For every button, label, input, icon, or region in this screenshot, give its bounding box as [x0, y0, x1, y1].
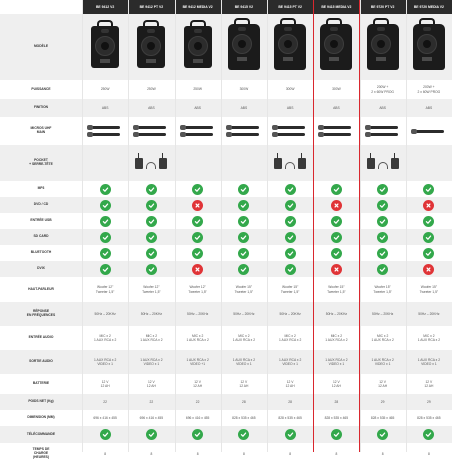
table-cell: 8	[150, 451, 153, 456]
table-cell	[175, 145, 221, 181]
column-separator	[360, 0, 361, 452]
speaker-image	[367, 24, 399, 70]
check-icon	[285, 248, 296, 259]
table-cell: 1 AUX RCA x 2 VIDEO x 1	[93, 357, 117, 366]
table-cell	[267, 197, 313, 213]
table-cell	[221, 117, 267, 145]
check-icon	[238, 200, 249, 211]
table-cell: 50Hz – 20KHz	[418, 311, 440, 316]
table-cell	[221, 14, 267, 80]
row-label: TÉLÉCOMMANDE	[26, 431, 56, 436]
table-cell	[360, 245, 406, 261]
cross-icon	[423, 264, 434, 275]
row-label: MICROS UHF MAIN	[30, 126, 52, 134]
table-cell	[313, 197, 359, 213]
pocket-transmitter-icon	[135, 158, 167, 169]
table-cell	[267, 117, 313, 145]
table-cell: MIC x 2 1 AUX RCA x 2	[371, 333, 394, 342]
cross-icon	[331, 200, 342, 211]
table-cell: 50Hz – 20KHz	[186, 311, 209, 316]
table-cell	[128, 117, 174, 145]
table-cell: 8	[335, 451, 338, 456]
row-label: DVD / CD	[33, 202, 49, 207]
cross-icon	[192, 200, 203, 211]
check-icon	[100, 264, 111, 275]
table-cell	[128, 426, 174, 443]
table-cell: 828 x 535 x 465	[232, 415, 256, 420]
table-cell: 12 V 12 AH	[424, 379, 434, 388]
table-cell: 250W	[147, 87, 156, 92]
table-cell: 29	[427, 399, 431, 404]
table-cell: 8	[289, 451, 292, 456]
table-cell	[128, 261, 174, 277]
table-cell	[82, 245, 128, 261]
table-cell: 28	[288, 399, 292, 404]
check-icon	[146, 216, 157, 227]
row-label: PUISSANCE	[31, 86, 51, 91]
header-corner	[0, 0, 82, 14]
column-header-1: BE 9412 PT V2	[128, 0, 174, 14]
microphone-icon	[414, 128, 444, 135]
column-separator	[221, 0, 222, 452]
check-icon	[238, 248, 249, 259]
row-label: BLUETOOTH	[30, 250, 52, 255]
table-cell: 28	[242, 399, 246, 404]
table-cell: 1 AUX RCA x 2 VIDEO +1	[186, 357, 209, 366]
table-cell: 828 x 535 x 465	[417, 415, 441, 420]
check-icon	[423, 232, 434, 243]
table-cell	[82, 181, 128, 197]
table-cell	[313, 117, 359, 145]
check-icon	[192, 216, 203, 227]
table-cell: ABS	[379, 105, 386, 110]
check-icon	[377, 216, 388, 227]
table-cell	[128, 197, 174, 213]
table-cell	[313, 145, 359, 181]
table-cell	[221, 145, 267, 181]
table-cell	[360, 261, 406, 277]
table-cell	[82, 145, 128, 181]
check-icon	[100, 216, 111, 227]
table-cell: Woofer 12" Tweeter 1,5"	[142, 285, 161, 294]
table-cell	[82, 197, 128, 213]
column-header-2: BE 9412 MEDIA V2	[175, 0, 221, 14]
speaker-image	[137, 26, 165, 68]
table-cell	[82, 117, 128, 145]
column-header-0: BE 9412 V2	[82, 0, 128, 14]
table-cell: MIC x 2 1 AUX RCA x 2	[232, 333, 256, 342]
check-icon	[192, 429, 203, 440]
speaker-image	[184, 26, 212, 68]
table-cell: Woofer 15" Tweeter 1,5"	[419, 285, 439, 294]
check-icon	[331, 248, 342, 259]
column-separator	[406, 0, 407, 452]
row-label: SORTIE AUDIO	[29, 359, 53, 364]
table-cell	[175, 213, 221, 229]
table-cell	[267, 261, 313, 277]
row-label: DVIX	[37, 266, 45, 271]
table-cell: ABS	[194, 105, 201, 110]
table-cell: 12 V 12 AH	[378, 379, 388, 388]
table-cell: 50Hz – 20KHz	[233, 311, 255, 316]
table-cell	[406, 14, 452, 80]
table-cell: MIC x 2 1 AUX RCA x 2	[140, 333, 163, 342]
check-icon	[100, 429, 111, 440]
table-cell	[221, 426, 267, 443]
table-cell	[82, 261, 128, 277]
table-cell: ABS	[286, 105, 294, 110]
table-cell: 50Hz – 20KHz	[140, 311, 162, 316]
table-cell: 12 V 12 AH	[285, 379, 295, 388]
table-cell	[360, 229, 406, 245]
microphone-icon	[229, 124, 259, 138]
table-cell	[175, 261, 221, 277]
table-cell: Woofer 12" Tweeter 1,5"	[95, 285, 115, 294]
table-cell: 12 V 12 AH	[100, 379, 110, 388]
check-icon	[423, 248, 434, 259]
check-icon	[238, 429, 249, 440]
table-cell	[221, 213, 267, 229]
cross-icon	[331, 264, 342, 275]
table-cell	[175, 117, 221, 145]
check-icon	[331, 216, 342, 227]
table-cell	[82, 229, 128, 245]
table-cell: 28	[334, 399, 339, 404]
table-cell	[406, 261, 452, 277]
table-cell: 300W	[332, 87, 341, 92]
table-cell	[221, 229, 267, 245]
table-cell	[128, 181, 174, 197]
table-cell: Woofer 15" Tweeter 1,5"	[280, 285, 300, 294]
table-cell	[221, 197, 267, 213]
table-cell: 12 V 12 AH	[193, 379, 203, 388]
table-cell: 1 AUX RCA x 2 VIDEO x 1	[371, 357, 394, 366]
row-label: POCKET + SERRE-TÊTE	[29, 158, 53, 166]
table-cell	[360, 181, 406, 197]
table-cell	[128, 245, 174, 261]
table-cell: 12 V 12 AH	[331, 379, 341, 388]
check-icon	[331, 184, 342, 195]
table-cell: ABS	[333, 105, 340, 110]
table-cell	[360, 117, 406, 145]
table-cell: 8	[427, 451, 430, 456]
check-icon	[285, 216, 296, 227]
column-header-3: BE 9415 V2	[221, 0, 267, 14]
speaker-image	[228, 24, 260, 70]
table-cell	[267, 181, 313, 197]
check-icon	[285, 264, 296, 275]
table-cell: 12 V 12 AH	[239, 379, 249, 388]
cross-icon	[192, 264, 203, 275]
table-cell: 29	[380, 399, 385, 404]
microphone-icon	[90, 124, 120, 138]
table-cell	[221, 245, 267, 261]
table-cell: 8	[104, 451, 107, 456]
table-cell: ABS	[425, 105, 433, 110]
table-cell	[360, 426, 406, 443]
table-cell: ABS	[101, 105, 109, 110]
table-cell	[406, 117, 452, 145]
table-cell: 8	[196, 451, 199, 456]
table-cell: 828 x 535 x 465	[370, 415, 395, 420]
microphone-icon	[368, 124, 398, 138]
row-label: ENTRÉE USB	[30, 218, 52, 223]
table-cell: Woofer 15" Tweeter 1,5"	[373, 285, 392, 294]
row-label: DIMENSION (MM)	[27, 415, 55, 420]
table-cell	[406, 426, 452, 443]
pocket-transmitter-icon	[274, 158, 306, 169]
check-icon	[146, 248, 157, 259]
row-label: SD CARD	[33, 234, 49, 239]
speaker-image	[413, 24, 445, 70]
check-icon	[377, 200, 388, 211]
check-icon	[146, 232, 157, 243]
table-cell	[360, 197, 406, 213]
table-cell: Woofer 15" Tweeter 1,5"	[327, 285, 346, 294]
table-cell: 300W	[239, 87, 249, 92]
column-header-6: BE 9720 PT V2	[360, 0, 406, 14]
table-cell: 1 AUX RCA x 2 VIDEO x 1	[232, 357, 256, 366]
table-cell	[406, 229, 452, 245]
check-icon	[192, 248, 203, 259]
table-cell	[267, 426, 313, 443]
table-cell: 300W	[285, 87, 295, 92]
table-cell	[313, 426, 359, 443]
table-cell: 50Hz – 20KHz	[325, 311, 347, 316]
check-icon	[146, 184, 157, 195]
table-cell	[313, 213, 359, 229]
table-cell	[360, 213, 406, 229]
table-cell: 12 V 12 AH	[146, 379, 156, 388]
table-cell: 8	[381, 451, 384, 456]
check-icon	[146, 200, 157, 211]
highlight-border-right	[359, 0, 360, 452]
column-header-4: BE 9415 PT V2	[267, 0, 313, 14]
table-cell	[313, 261, 359, 277]
check-icon	[377, 429, 388, 440]
check-icon	[377, 184, 388, 195]
check-icon	[238, 264, 249, 275]
row-label: HAUT-PARLEUR	[28, 286, 54, 291]
table-cell	[267, 14, 313, 80]
column-separator	[82, 0, 83, 452]
table-cell	[406, 245, 452, 261]
row-label: MP3	[37, 186, 45, 191]
table-cell	[128, 14, 174, 80]
microphone-icon	[136, 124, 166, 138]
table-cell: 22	[149, 399, 154, 404]
table-cell: MIC x 2 1 AUX RCA x 2	[278, 333, 302, 342]
table-cell: 1 AUX RCA x 2 VIDEO x 1	[417, 357, 441, 366]
table-cell: MIC x 2 1 AUX RCA x 2	[417, 333, 441, 342]
check-icon	[331, 232, 342, 243]
check-icon	[423, 216, 434, 227]
table-cell	[267, 245, 313, 261]
table-cell	[128, 145, 174, 181]
table-cell	[128, 213, 174, 229]
check-icon	[100, 184, 111, 195]
table-cell	[82, 213, 128, 229]
table-cell	[313, 14, 359, 80]
check-icon	[423, 429, 434, 440]
column-header-5: BE 9415 MEDIA V2	[313, 0, 359, 14]
table-cell	[360, 145, 406, 181]
check-icon	[377, 232, 388, 243]
row-label: FINITION	[33, 105, 49, 110]
table-cell	[406, 181, 452, 197]
check-icon	[331, 429, 342, 440]
table-cell	[221, 181, 267, 197]
table-cell	[406, 197, 452, 213]
table-cell: 250W	[100, 87, 110, 92]
table-cell: ABS	[148, 105, 155, 110]
check-icon	[192, 184, 203, 195]
table-cell	[175, 426, 221, 443]
table-cell	[267, 145, 313, 181]
check-icon	[285, 200, 296, 211]
table-cell: 8	[242, 451, 245, 456]
check-icon	[100, 232, 111, 243]
cross-icon	[423, 200, 434, 211]
table-cell	[406, 213, 452, 229]
table-cell: 696 x 416 x 455	[185, 415, 210, 420]
table-cell	[313, 229, 359, 245]
table-cell: MIC x 2 1 AUX RCA x 2	[325, 333, 348, 342]
table-cell	[406, 145, 452, 181]
table-cell	[360, 14, 406, 80]
table-cell: Woofer 15" Tweeter 1,5"	[234, 285, 254, 294]
table-cell	[175, 14, 221, 80]
table-cell	[175, 181, 221, 197]
table-cell: MIC x 2 1 AUX RCA x 2	[186, 333, 209, 342]
table-cell: 696 x 416 x 455	[93, 415, 117, 420]
column-separator	[267, 0, 268, 452]
table-cell	[175, 245, 221, 261]
check-icon	[192, 232, 203, 243]
check-icon	[285, 184, 296, 195]
row-label: POIDS NET (Kg)	[28, 399, 54, 404]
table-cell	[128, 229, 174, 245]
speaker-image	[320, 24, 352, 70]
table-cell: ABS	[240, 105, 248, 110]
column-header-7: BE 9720 MEDIA V2	[406, 0, 452, 14]
check-icon	[285, 232, 296, 243]
table-cell	[82, 14, 128, 80]
table-cell	[267, 213, 313, 229]
microphone-icon	[183, 124, 213, 138]
table-cell: 50Hz – 20KHz	[371, 311, 394, 316]
microphone-icon	[321, 124, 351, 138]
pocket-transmitter-icon	[367, 158, 399, 169]
check-icon	[377, 264, 388, 275]
table-cell	[82, 426, 128, 443]
row-label: ENTRÉE AUDIO	[28, 335, 54, 340]
highlight-border-left	[313, 0, 314, 452]
row-label: TEMPS DE CHARGE (HEURES)	[32, 447, 50, 459]
row-label: RÉPONSE EN FRÉQUENCES	[26, 309, 56, 317]
table-cell	[267, 229, 313, 245]
table-cell	[221, 261, 267, 277]
table-cell: 1 AUX RCA x 2 VIDEO x 1	[140, 357, 163, 366]
check-icon	[238, 216, 249, 227]
table-cell	[175, 197, 221, 213]
check-icon	[238, 184, 249, 195]
table-cell: 22	[195, 399, 200, 404]
table-cell: 22	[103, 399, 107, 404]
row-label: BATTERIE	[32, 381, 50, 386]
check-icon	[238, 232, 249, 243]
table-cell: 828 x 535 x 465	[278, 415, 302, 420]
table-cell: 696 x 416 x 455	[139, 415, 164, 420]
table-cell: 200W + 2 x 60W PROG	[417, 85, 441, 94]
table-cell: 828 x 535 x 465	[324, 415, 349, 420]
check-icon	[146, 429, 157, 440]
table-cell: 50Hz – 20KHz	[279, 311, 301, 316]
check-icon	[377, 248, 388, 259]
microphone-icon	[275, 124, 305, 138]
speaker-image	[274, 24, 306, 70]
table-cell: Woofer 12" Tweeter 1,5"	[188, 285, 207, 294]
column-separator	[175, 0, 176, 452]
column-separator	[128, 0, 129, 452]
speaker-image	[91, 26, 119, 68]
table-cell	[175, 229, 221, 245]
table-cell: MIC x 2 1 AUX RCA x 2	[93, 333, 117, 342]
table-cell	[313, 181, 359, 197]
check-icon	[100, 200, 111, 211]
row-label: MODÈLE	[33, 44, 49, 49]
check-icon	[146, 264, 157, 275]
table-cell: 200W + 2 x 60W PROG	[371, 85, 394, 94]
check-icon	[100, 248, 111, 259]
table-cell	[313, 245, 359, 261]
table-cell: 1 AUX RCA x 2 VIDEO x 1	[278, 357, 302, 366]
check-icon	[423, 184, 434, 195]
table-cell: 250W	[193, 87, 202, 92]
table-cell: 1 AUX RCA x 2 VIDEO x 1	[325, 357, 348, 366]
check-icon	[285, 429, 296, 440]
table-cell: 50Hz – 20KHz	[94, 311, 116, 316]
